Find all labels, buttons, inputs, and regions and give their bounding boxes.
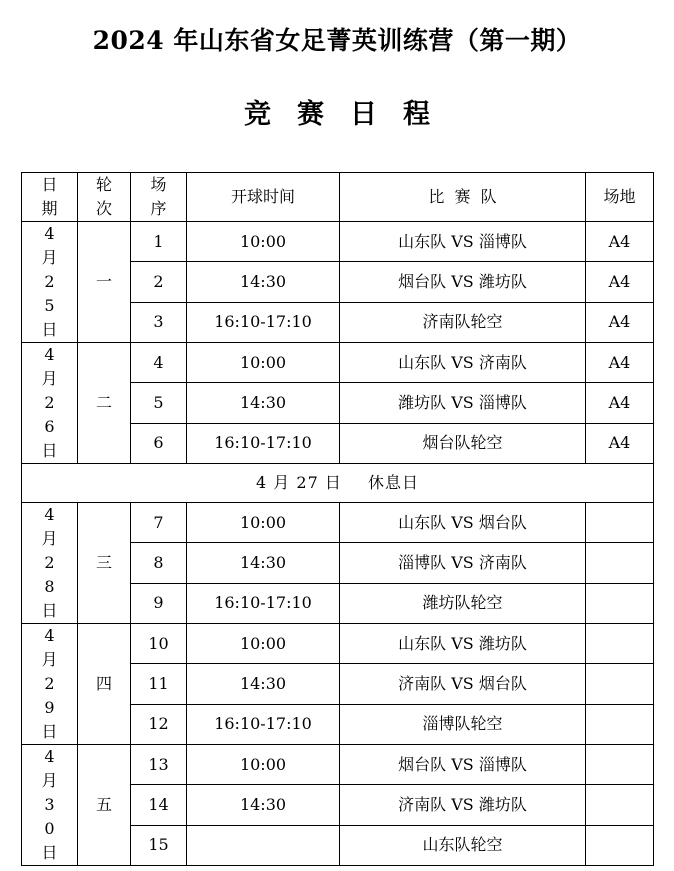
- match-no-cell: 4: [131, 343, 187, 383]
- date-cell: 4月25日: [22, 222, 78, 343]
- table-row: [22, 503, 654, 543]
- kickoff-cell: 10:00: [187, 343, 340, 383]
- venue-cell: A4: [586, 343, 654, 383]
- schedule-table: [21, 172, 654, 866]
- header-venue: 场地: [586, 173, 654, 222]
- date-cell: 4月30日: [22, 745, 78, 866]
- kickoff-cell: 10:00: [187, 222, 340, 262]
- kickoff-cell: 10:00: [187, 503, 340, 543]
- table-row: [22, 343, 654, 383]
- venue-cell: [586, 704, 654, 744]
- kickoff-cell: 16:10-17:10: [187, 302, 340, 342]
- venue-cell: A4: [586, 262, 654, 302]
- venue-cell: [586, 503, 654, 543]
- teams-cell: 烟台队轮空: [340, 423, 586, 463]
- venue-cell: [586, 583, 654, 623]
- round-cell: 二: [78, 343, 131, 464]
- match-no-cell: 3: [131, 302, 187, 342]
- venue-cell: [586, 543, 654, 583]
- rest-day-date: 4 月 27 日: [256, 473, 342, 492]
- match-no-cell: 7: [131, 503, 187, 543]
- venue-cell: [586, 825, 654, 865]
- teams-cell: 淄博队轮空: [340, 704, 586, 744]
- teams-cell: 山东队轮空: [340, 825, 586, 865]
- venue-cell: [586, 745, 654, 785]
- match-no-cell: 5: [131, 383, 187, 423]
- schedule-header: [22, 173, 654, 222]
- header-round: 轮次: [78, 173, 131, 222]
- kickoff-cell: 14:30: [187, 664, 340, 704]
- match-no-cell: 2: [131, 262, 187, 302]
- teams-cell: 山东队 VS 潍坊队: [340, 624, 586, 664]
- rest-day-label: 休息日: [367, 473, 419, 492]
- round-cell: 三: [78, 503, 131, 624]
- match-no-cell: 11: [131, 664, 187, 704]
- teams-cell: 烟台队 VS 潍坊队: [340, 262, 586, 302]
- match-no-cell: 13: [131, 745, 187, 785]
- match-no-cell: 9: [131, 583, 187, 623]
- venue-cell: [586, 785, 654, 825]
- round-cell: 四: [78, 624, 131, 745]
- table-row: [22, 624, 654, 664]
- kickoff-cell: [187, 825, 340, 865]
- header-kickoff: 开球时间: [187, 173, 340, 222]
- match-no-cell: 8: [131, 543, 187, 583]
- kickoff-cell: 16:10-17:10: [187, 704, 340, 744]
- teams-cell: 潍坊队轮空: [340, 583, 586, 623]
- match-no-cell: 14: [131, 785, 187, 825]
- date-cell: 4月28日: [22, 503, 78, 624]
- document-subtitle: 竞赛日程: [244, 99, 456, 130]
- teams-cell: 济南队 VS 潍坊队: [340, 785, 586, 825]
- date-cell: 4月29日: [22, 624, 78, 745]
- round-cell: 一: [78, 222, 131, 343]
- header-match-no: 场序: [131, 173, 187, 222]
- venue-cell: A4: [586, 383, 654, 423]
- teams-cell: 山东队 VS 烟台队: [340, 503, 586, 543]
- header-date: 日期: [22, 173, 78, 222]
- document-title: 2024 年山东省女足菁英训练营（第一期）: [92, 26, 582, 55]
- venue-cell: A4: [586, 302, 654, 342]
- kickoff-cell: 16:10-17:10: [187, 423, 340, 463]
- kickoff-cell: 10:00: [187, 624, 340, 664]
- rest-day-cell: [22, 464, 654, 503]
- match-no-cell: 6: [131, 423, 187, 463]
- teams-cell: 山东队 VS 济南队: [340, 343, 586, 383]
- venue-cell: A4: [586, 423, 654, 463]
- teams-cell: 济南队 VS 烟台队: [340, 664, 586, 704]
- teams-cell: 山东队 VS 淄博队: [340, 222, 586, 262]
- venue-cell: [586, 664, 654, 704]
- header-row: [22, 173, 654, 222]
- match-no-cell: 10: [131, 624, 187, 664]
- table-row: [22, 745, 654, 785]
- teams-cell: 淄博队 VS 济南队: [340, 543, 586, 583]
- venue-cell: [586, 624, 654, 664]
- kickoff-cell: 16:10-17:10: [187, 583, 340, 623]
- kickoff-cell: 14:30: [187, 543, 340, 583]
- kickoff-cell: 14:30: [187, 383, 340, 423]
- match-no-cell: 15: [131, 825, 187, 865]
- date-cell: 4月26日: [22, 343, 78, 464]
- kickoff-cell: 14:30: [187, 785, 340, 825]
- teams-cell: 烟台队 VS 淄博队: [340, 745, 586, 785]
- table-row: [22, 222, 654, 262]
- round-cell: 五: [78, 745, 131, 866]
- match-no-cell: 1: [131, 222, 187, 262]
- venue-cell: A4: [586, 222, 654, 262]
- kickoff-cell: 10:00: [187, 745, 340, 785]
- teams-cell: 济南队轮空: [340, 302, 586, 342]
- match-no-cell: 12: [131, 704, 187, 744]
- teams-cell: 潍坊队 VS 淄博队: [340, 383, 586, 423]
- rest-day-row: [22, 464, 654, 503]
- kickoff-cell: 14:30: [187, 262, 340, 302]
- header-teams: 比 赛 队: [340, 173, 586, 222]
